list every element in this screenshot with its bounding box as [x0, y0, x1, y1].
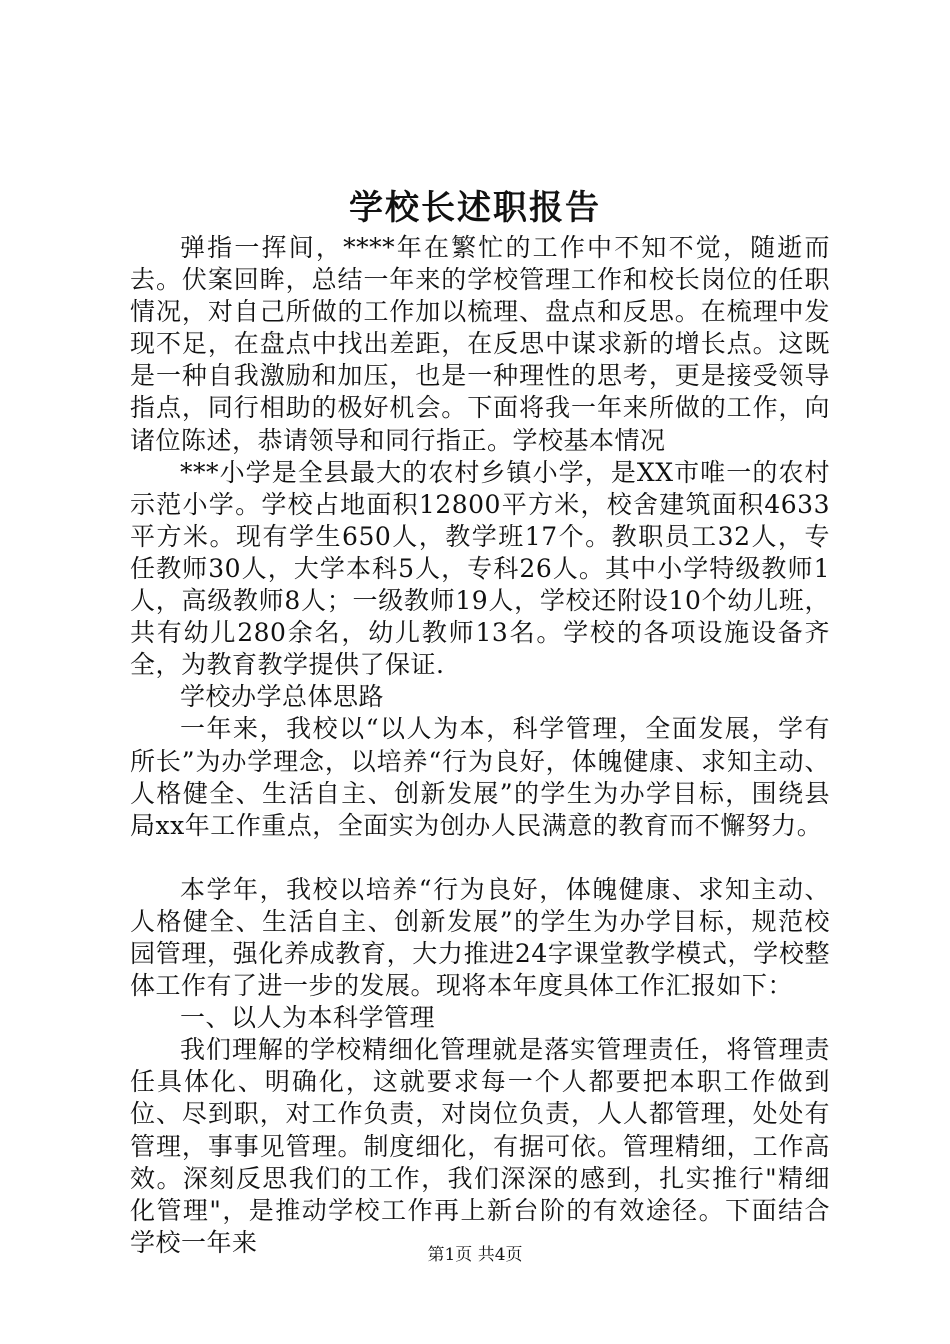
document-title: 学校长述职报告: [349, 188, 601, 228]
paragraph-management: 我们理解的学校精细化管理就是落实管理责任，将管理责任具体化、明确化，这就要求每一个人都要把本职工作做到位、尽到职，对工作负责，对岗位负责，人人都管理，处处有管理，事事见管理。制度细化，有据可依。管理精细，工作高效。深刻反思我们的工作，我们深深的感到，扎实推行"精细化管理"，是推动学校工作再上新台阶的有效途径。下面结合学校一年来: [130, 1035, 830, 1257]
page-number-footer: 第1页 共4页: [427, 1245, 523, 1265]
document-body: [130, 232, 830, 1259]
section-heading-management: 一、以人为本科学管理: [180, 1003, 436, 1033]
paragraph-guiding-ideas: 一年来，我校以“以人为本，科学管理，全面发展，学有所长”为办学理念，以培养“行为良好，体魄健康、求知主动、人格健全、生活自主、创新发展”的学生为办学目标，围绕县局xx年工作重点，全面实为创办人民满意的教育而不懈努力。: [130, 714, 830, 840]
paragraph-year-summary: 本学年，我校以培养“行为良好，体魄健康、求知主动、人格健全、生活自主、创新发展”的学生为办学目标，规范校园管理，强化养成教育，大力推进24字课堂教学模式，学校整体工作有了进一步的发展。现将本年度具体工作汇报如下：: [130, 874, 830, 1001]
paragraph-school-overview: ***小学是全县最大的农村乡镇小学，是XX市唯一的农村示范小学。学校占地面积12800平方米，校舍建筑面积4633平方米。现有学生650人，教学班17个。教职员工32人，专任教师30人，大学本科5人，专科26人。其中小学特级教师1人，高级教师8人；一级教师19人，学校还附设10个幼儿班，共有幼儿280余名，幼儿教师13名。学校的各项设施设备齐全，为教育教学提供了保证.: [130, 457, 830, 680]
paragraph-intro: 弹指一挥间，****年在繁忙的工作中不知不觉，随逝而去。伏案回眸，总结一年来的学校管理工作和校长岗位的任职情况，对自己所做的工作加以梳理、盘点和反思。在梳理中发现不足，在盘点中找出差距，在反思中谋求新的增长点。这既是一种自我激励和加压，也是一种理性的思考，更是接受领导指点，同行相助的极好机会。下面将我一年来所做的工作，向诸位陈述，恭请领导和同行指正。学校基本情况: [130, 233, 830, 455]
paragraph-spacer: [130, 842, 830, 874]
section-heading-guiding-ideas: 学校办学总体思路: [180, 682, 385, 712]
